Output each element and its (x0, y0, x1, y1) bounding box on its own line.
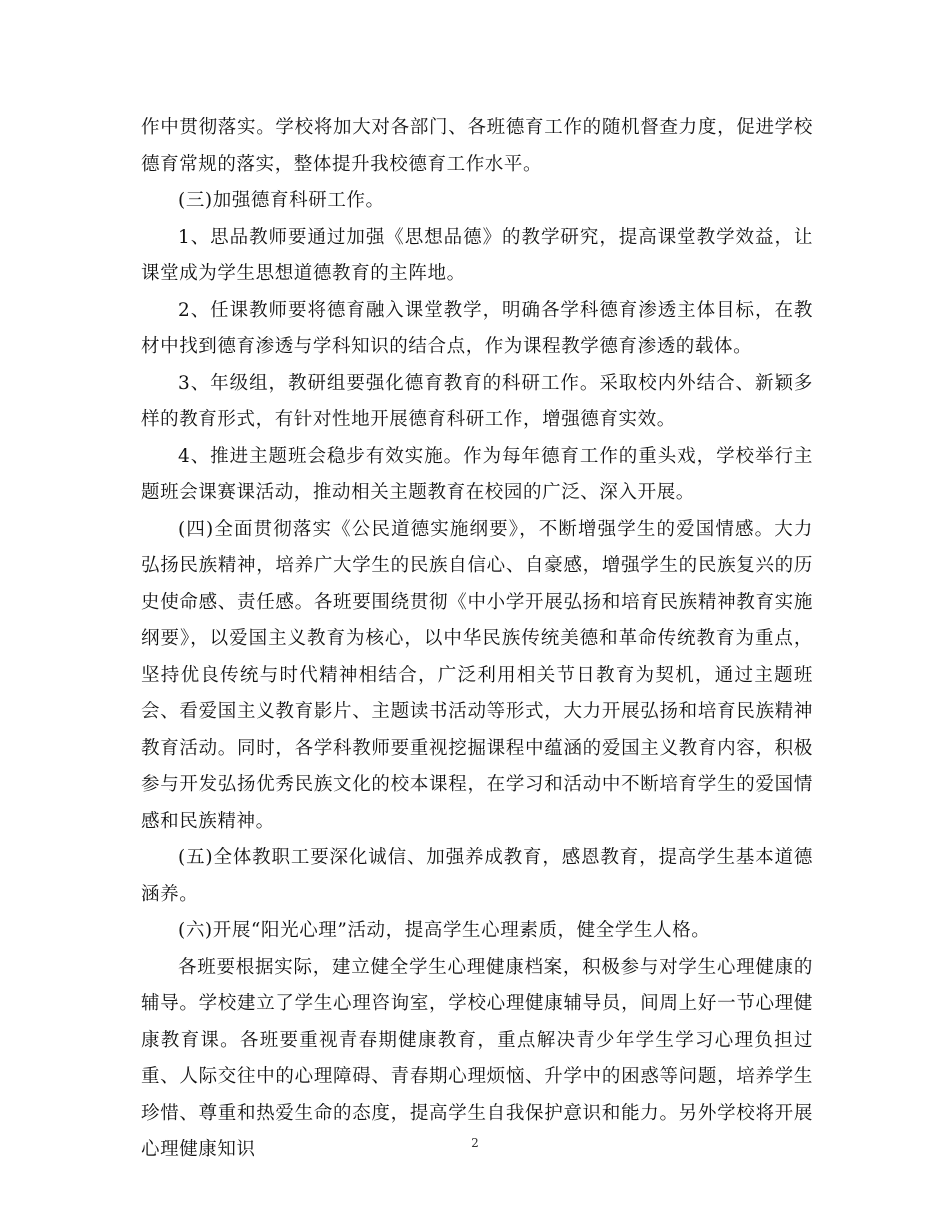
paragraph-9: (六)开展“阳光心理”活动，提高学生心理素质，健全学生人格。 (178, 920, 711, 941)
paragraph-10: 各班要根据实际，建立健全学生心理健康档案，积极参与对学生心理健康的辅导。学校建立了学生心理咨询室，学校心理健康辅导员，间周上好一节心理健康教育课。各班要重视青春期健康教育，重点解决青少年学生学习心理负担过重、人际交往中的心理障碍、青春期心理烦恼、升学中的困惑等问题，培养学生珍惜、尊重和热爱生命的态度，提高学生自我保护意识和能力。另外学校将开展心理健康知识 (141, 956, 813, 1160)
paragraph-8: (五)全体教职工要深化诚信、加强养成教育，感恩教育，提高学生基本道德涵养。 (141, 847, 813, 905)
page-number: 2 (471, 1136, 479, 1150)
paragraph-2: (三)加强德育科研工作。 (178, 190, 385, 211)
paragraph-3: 1、思品教师要通过加强《思想品德》的教学研究，提高课堂教学效益，让课堂成为学生思想道德教育的主阵地。 (141, 226, 813, 284)
paragraph-1: 作中贯彻落实。学校将加大对各部门、各班德育工作的随机督查力度，促进学校德育常规的落实，整体提升我校德育工作水平。 (141, 117, 813, 175)
document-body (141, 110, 813, 1169)
paragraph-7: (四)全面贯彻落实《公民道德实施纲要》，不断增强学生的爱国情感。大力弘扬民族精神，培养广大学生的民族自信心、自豪感，增强学生的民族复兴的历史使命感、责任感。各班要围绕贯彻《中小学开展弘扬和培育民族精神教育实施纲要》，以爱国主义教育为核心，以中华民族传统美德和革命传统教育为重点，坚持优良传统与时代精神相结合，广泛利用相关节日教育为契机，通过主题班会、看爱国主义教育影片、主题读书活动等形式，大力开展弘扬和培育民族精神教育活动。同时，各学科教师要重视挖掘课程中蕴涵的爱国主义教育内容，积极参与开发弘扬优秀民族文化的校本课程，在学习和活动中不断培育学生的爱国情感和民族精神。 (141, 518, 813, 832)
paragraph-4: 2、任课教师要将德育融入课堂教学，明确各学科德育渗透主体目标，在教材中找到德育渗透与学科知识的结合点，作为课程教学德育渗透的载体。 (141, 299, 813, 357)
paragraph-6: 4、推进主题班会稳步有效实施。作为每年德育工作的重头戏，学校举行主题班会课赛课活动，推动相关主题教育在校园的广泛、深入开展。 (141, 445, 813, 503)
paragraph-5: 3、年级组，教研组要强化德育教育的科研工作。采取校内外结合、新颖多样的教育形式，有针对性地开展德育科研工作，增强德育实效。 (141, 372, 813, 430)
